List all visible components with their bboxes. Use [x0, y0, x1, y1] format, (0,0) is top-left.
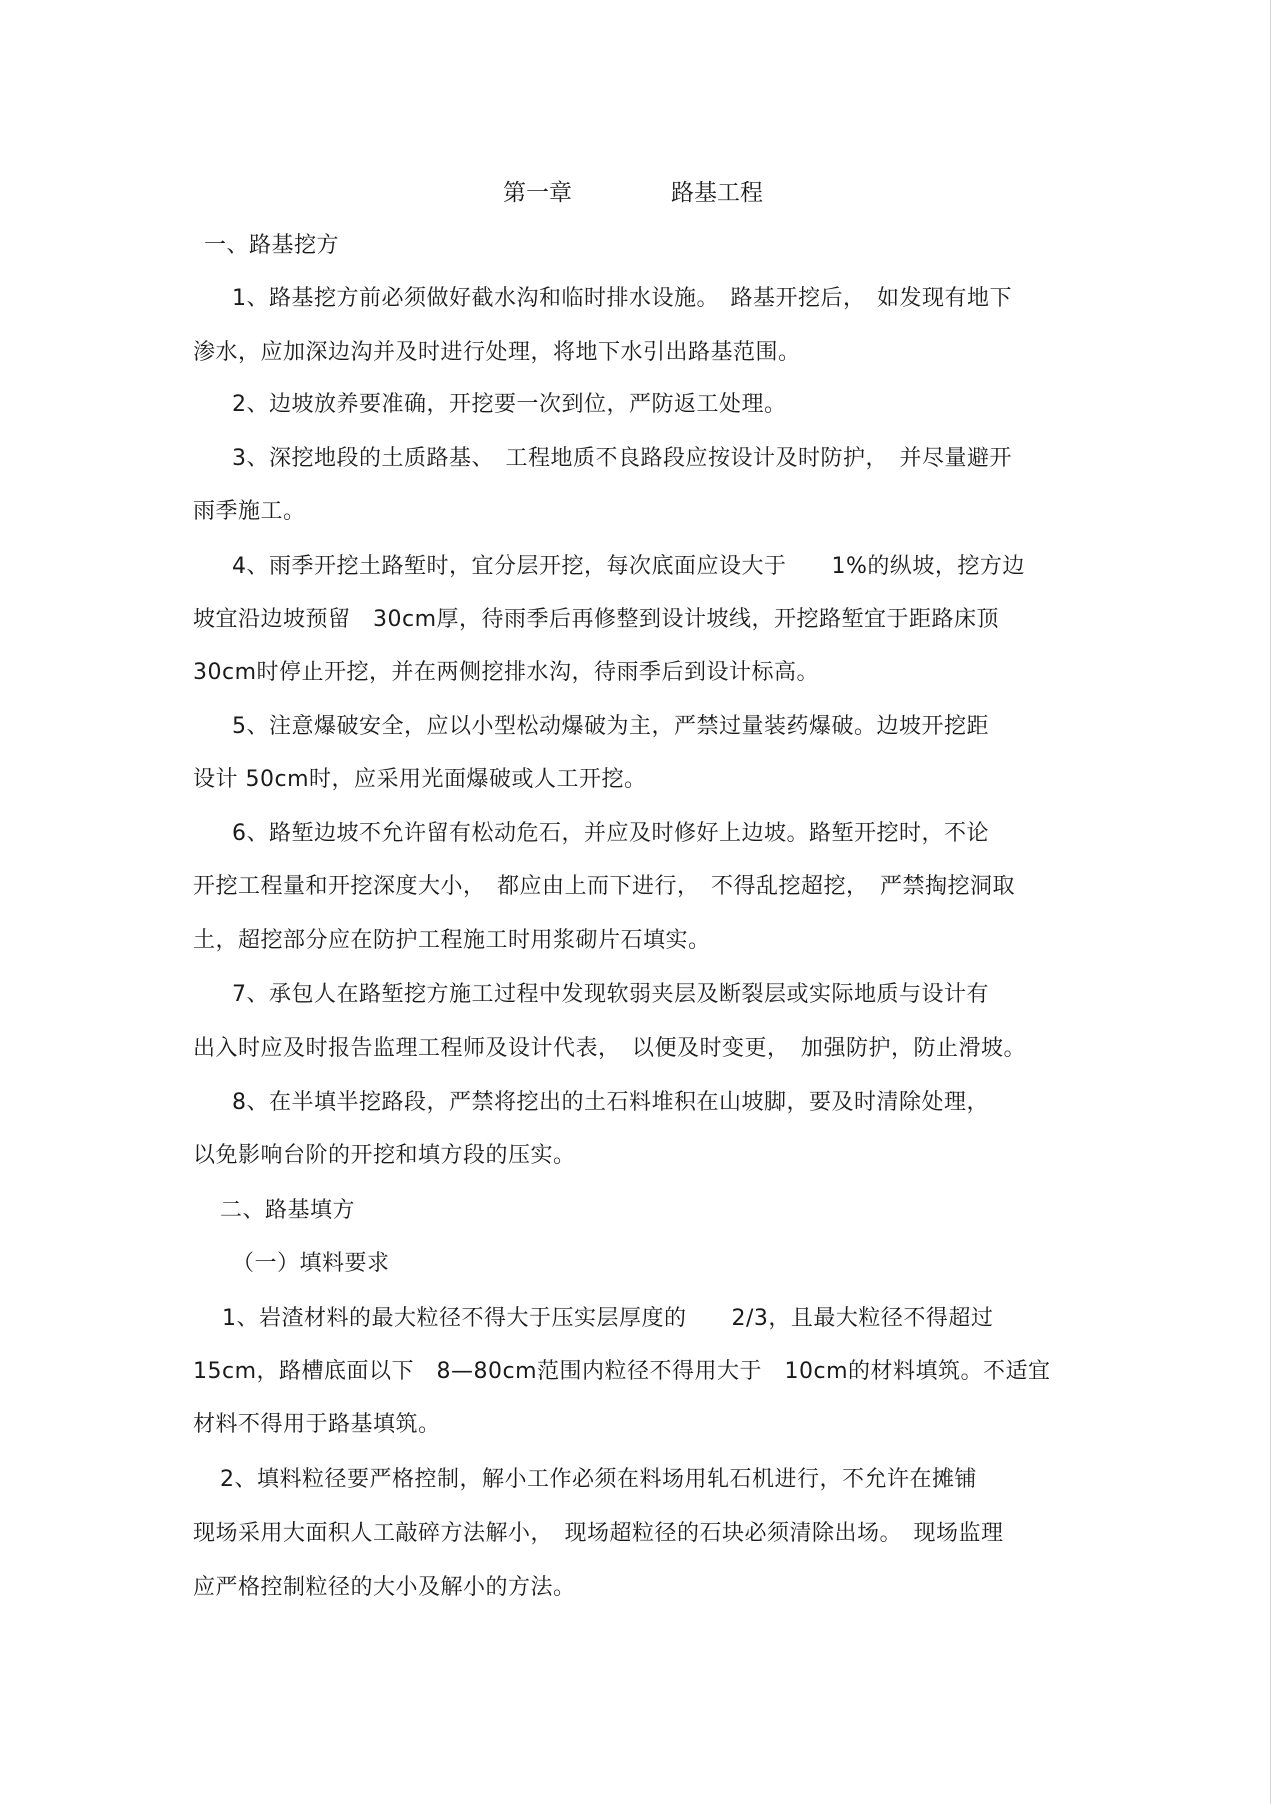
- paragraph-line: 2、边坡放养要准确，开挖要一次到位，严防返工处理。: [232, 392, 787, 417]
- chapter-title: 路基工程: [671, 180, 763, 206]
- paragraph-line: 8、在半填半挖路段，严禁将挖出的土石料堆积在山坡脚，要及时清除处理，: [232, 1090, 989, 1115]
- paragraph-line: 5、注意爆破安全，应以小型松动爆破为主，严禁过量装药爆破。边坡开挖距: [232, 714, 989, 739]
- section-heading-fill: 二、路基填方: [220, 1198, 356, 1223]
- paragraph-line: 土，超挖部分应在防护工程施工时用浆砌片石填实。: [193, 928, 711, 953]
- paragraph-line: 坡宜沿边坡预留 30cm厚，待雨季后再修整到设计坡线，开挖路堑宜于距路床顶: [193, 607, 1000, 632]
- paragraph-line: 7、承包人在路堑挖方施工过程中发现软弱夹层及断裂层或实际地质与设计有: [232, 982, 989, 1007]
- page-edge: [1270, 0, 1271, 1804]
- paragraph-line: 开挖工程量和开挖深度大小， 都应由上而下进行， 不得乱挖超挖， 严禁掏挖洞取: [193, 874, 1016, 899]
- paragraph-line: 15cm，路槽底面以下 8—80cm范围内粒径不得用大于 10cm的材料填筑。不适宜: [193, 1359, 1051, 1384]
- paragraph-line: 设计 50cm时，应采用光面爆破或人工开挖。: [193, 767, 647, 792]
- paragraph-line: 4、雨季开挖土路堑时，宜分层开挖，每次底面应设大于 1%的纵坡，挖方边: [232, 554, 1025, 579]
- paragraph-line: 1、岩渣材料的最大粒径不得大于压实层厚度的 2/3，且最大粒径不得超过: [222, 1306, 994, 1331]
- chapter-label: 第一章: [503, 180, 572, 206]
- paragraph-line: 1、路基挖方前必须做好截水沟和临时排水设施。 路基开挖后， 如发现有地下: [232, 286, 1012, 311]
- paragraph-line: 以免影响台阶的开挖和填方段的压实。: [193, 1143, 576, 1168]
- paragraph-line: 现场采用大面积人工敲碎方法解小， 现场超粒径的石块必须清除出场。 现场监理: [193, 1521, 1004, 1546]
- subsection-heading-fill-material: （一）填料要求: [232, 1251, 390, 1276]
- paragraph-line: 渗水，应加深边沟并及时进行处理，将地下水引出路基范围。: [193, 340, 801, 365]
- paragraph-line: 出入时应及时报告监理工程师及设计代表， 以便及时变更， 加强防护，防止滑坡。: [193, 1036, 1027, 1061]
- chapter-heading: [0, 177, 1275, 209]
- paragraph-line: 6、路堑边坡不允许留有松动危石，并应及时修好上边坡。路堑开挖时，不论: [232, 821, 989, 846]
- paragraph-line: 30cm时停止开挖，并在两侧挖排水沟，待雨季后到设计标高。: [193, 660, 820, 685]
- paragraph-line: 3、深挖地段的土质路基、 工程地质不良路段应按设计及时防护， 并尽量避开: [232, 446, 1012, 471]
- section-heading-excavation: 一、路基挖方: [204, 233, 340, 258]
- paragraph-line: 应严格控制粒径的大小及解小的方法。: [193, 1575, 576, 1600]
- paragraph-line: 雨季施工。: [193, 499, 306, 524]
- paragraph-line: 材料不得用于路基填筑。: [193, 1412, 441, 1437]
- paragraph-line: 2、填料粒径要严格控制，解小工作必须在料场用轧石机进行，不允许在摊铺: [220, 1467, 977, 1492]
